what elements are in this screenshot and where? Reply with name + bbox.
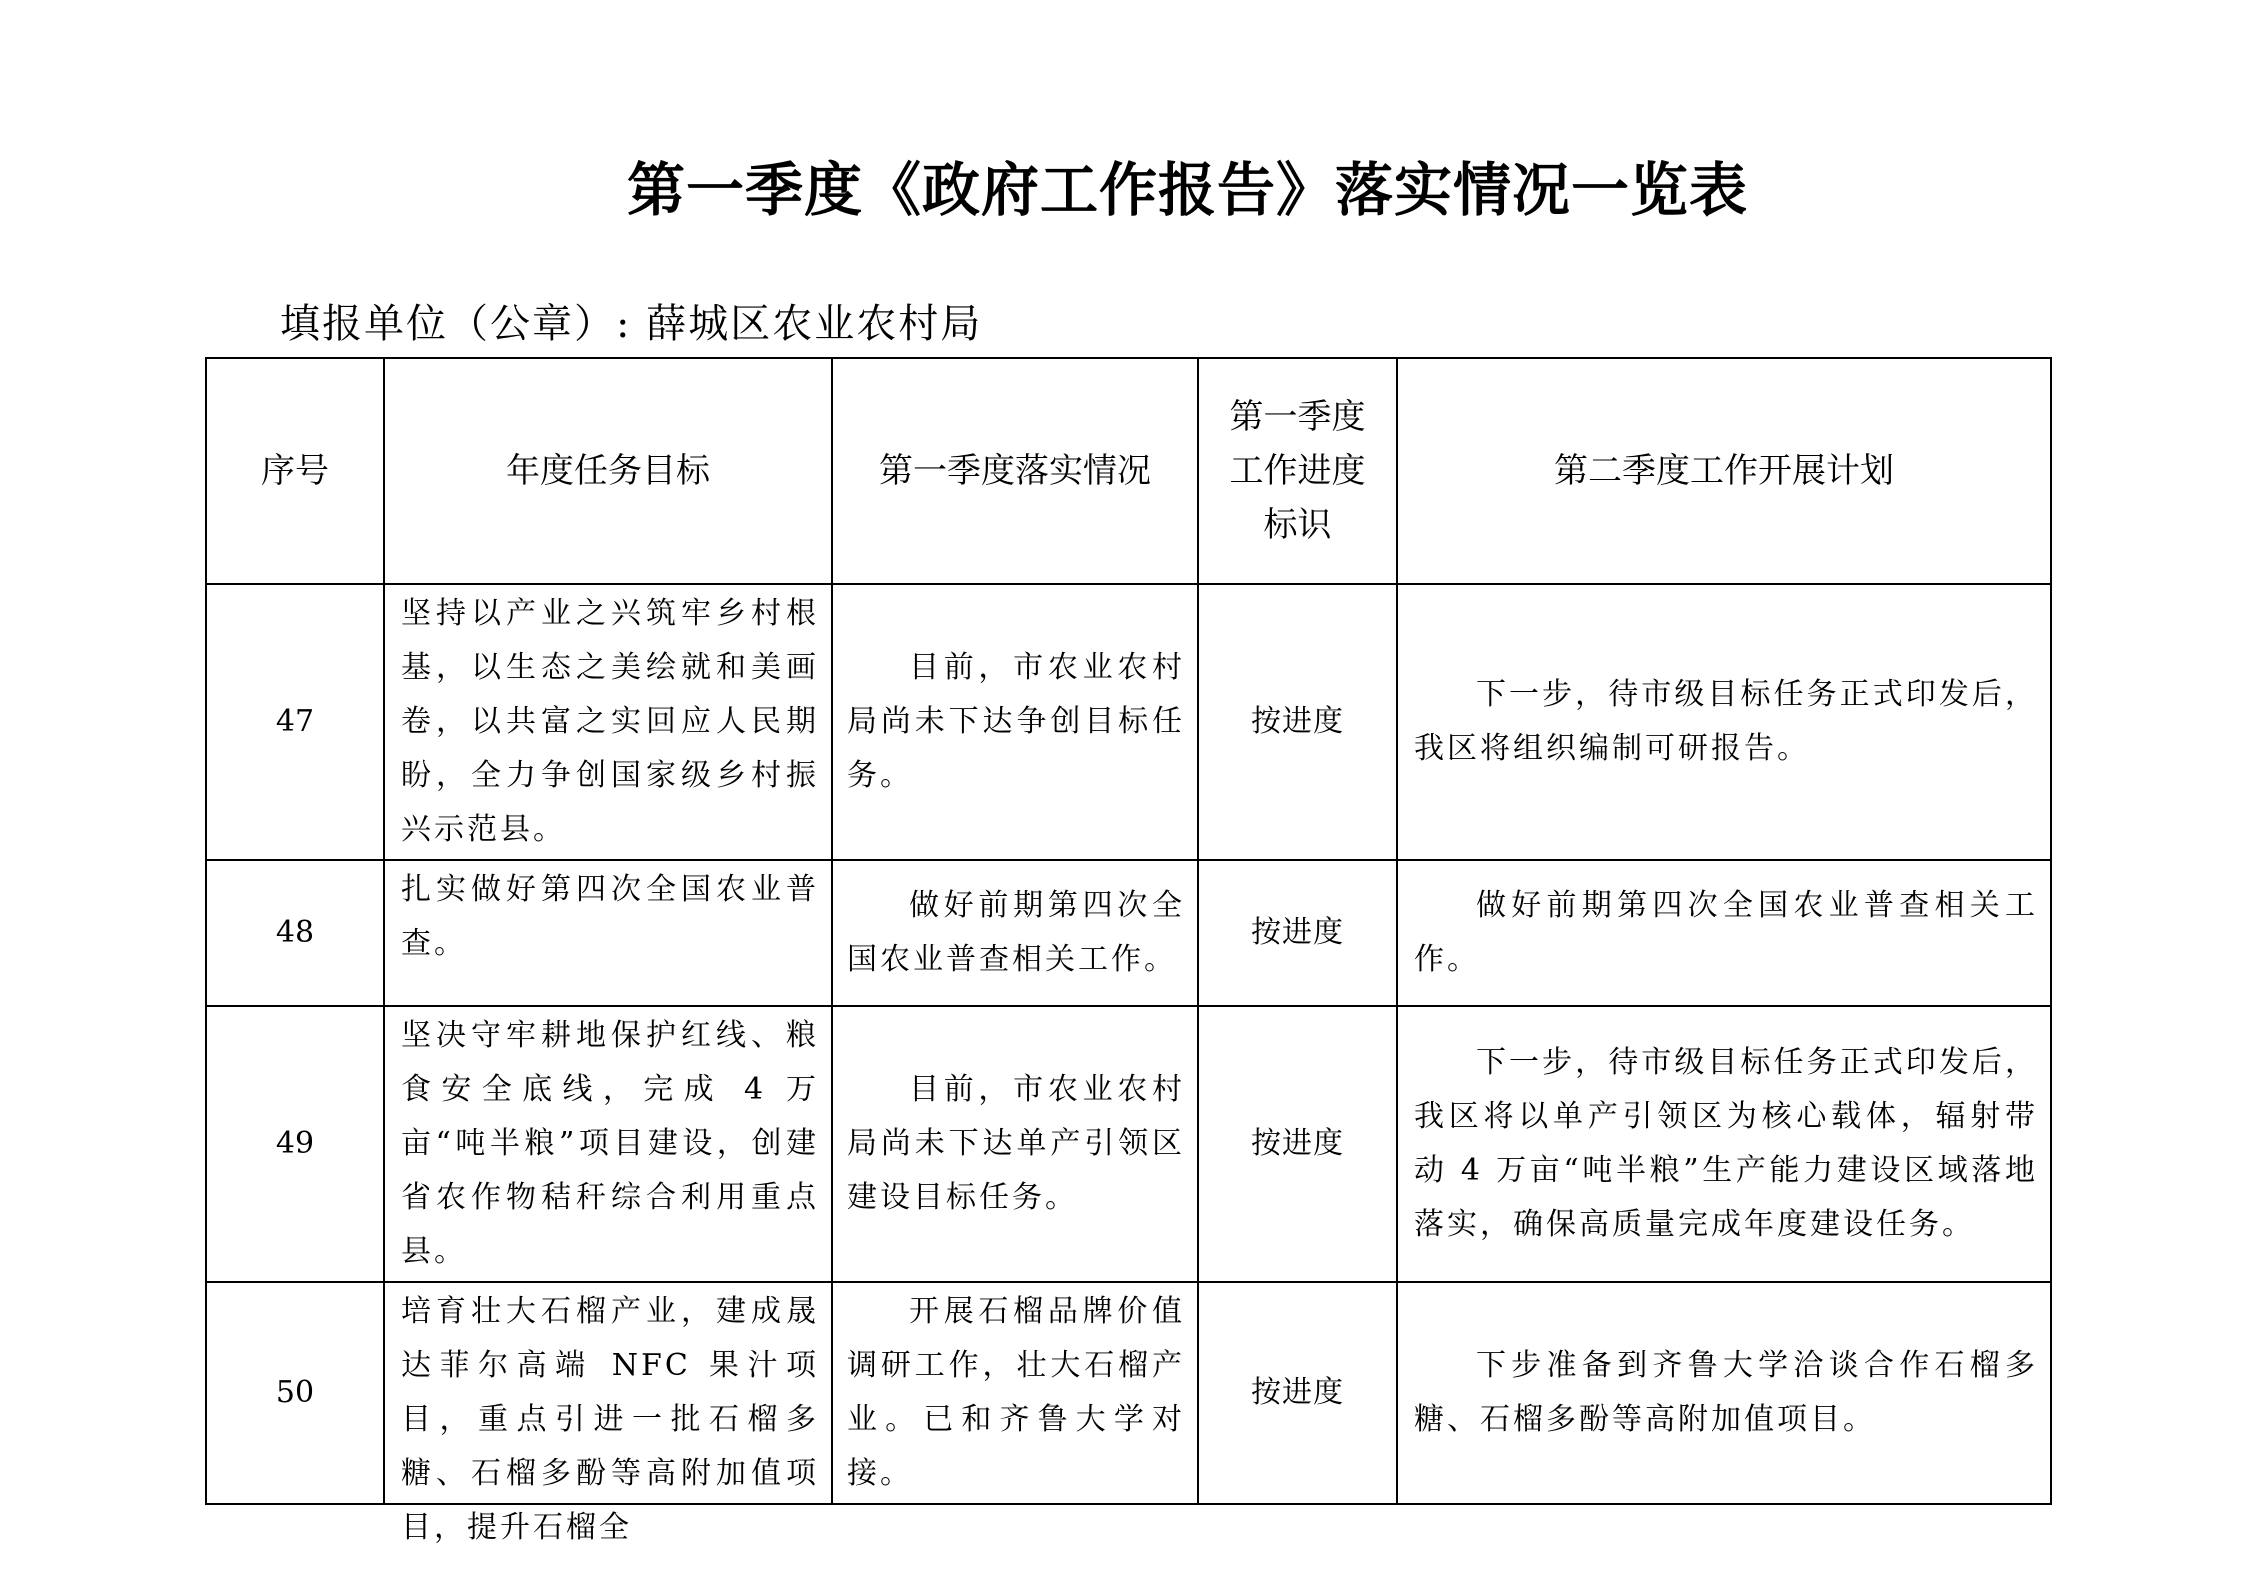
- row-q2-plan: 做好前期第四次全国农业普查相关工作。: [1397, 860, 2051, 1006]
- row-goal: [384, 1282, 832, 1545]
- row-goal: 坚持以产业之兴筑牢乡村根基，以生态之美绘就和美画卷，以共富之实回应人民期盼，全力争创国家级乡村振兴示范县。: [384, 584, 832, 860]
- header-q1-implementation: 第一季度落实情况: [832, 358, 1198, 584]
- reporting-unit: 填报单位（公章）: 薛城区农业农村局: [280, 301, 983, 347]
- table-row: [206, 584, 2051, 860]
- table-row: [206, 860, 2051, 1006]
- header-q2-plan: 第二季度工作开展计划: [1397, 358, 2051, 584]
- header-progress-line: 工作进度: [1229, 451, 1366, 491]
- page-title: 第一季度《政府工作报告》落实情况一览表: [626, 156, 1748, 224]
- row-progress: 按进度: [1198, 584, 1397, 860]
- row-q2-plan: 下一步，待市级目标任务正式印发后，我区将组织编制可研报告。: [1397, 584, 2051, 860]
- row-progress: 按进度: [1198, 860, 1397, 1006]
- row-seq: 49: [206, 1006, 384, 1282]
- table-row: [206, 1006, 2051, 1282]
- implementation-table: [205, 357, 2052, 1545]
- header-progress-line: 第一季度: [1229, 397, 1366, 437]
- row-q2-plan: 下步准备到齐鲁大学洽谈合作石榴多糖、石榴多酚等高附加值项目。: [1397, 1282, 2051, 1504]
- row-goal-text: 培育壮大石榴产业，建成晟达菲尔高端 NFC 果汁项目，重点引进一批石榴多糖、石榴多酚等高附加值项目，提升石榴全: [401, 1294, 819, 1545]
- row-progress: 按进度: [1198, 1282, 1397, 1504]
- row-seq: 47: [206, 584, 384, 860]
- table-header-row: [206, 358, 2051, 584]
- row-seq: 48: [206, 860, 384, 1006]
- header-seq: 序号: [206, 358, 384, 584]
- header-q1-progress: [1198, 358, 1397, 584]
- row-seq: 50: [206, 1282, 384, 1504]
- header-progress-line: 标识: [1263, 505, 1332, 545]
- table-row: [206, 1282, 2051, 1504]
- row-progress: 按进度: [1198, 1006, 1397, 1282]
- row-q1-implementation: 目前，市农业农村局尚未下达单产引领区建设目标任务。: [832, 1006, 1198, 1282]
- row-q2-plan: 下一步，待市级目标任务正式印发后，我区将以单产引领区为核心载体，辐射带动 4 万亩“吨半粮”生产能力建设区域落地落实，确保高质量完成年度建设任务。: [1397, 1006, 2051, 1282]
- row-goal: 坚决守牢耕地保护红线、粮食安全底线，完成 4 万亩“吨半粮”项目建设，创建省农作物秸秆综合利用重点县。: [384, 1006, 832, 1282]
- row-q1-implementation: 开展石榴品牌价值调研工作，壮大石榴产业。已和齐鲁大学对接。: [832, 1282, 1198, 1504]
- header-annual-goal: 年度任务目标: [384, 358, 832, 584]
- row-goal: 扎实做好第四次全国农业普查。: [384, 860, 832, 1006]
- row-q1-implementation: 做好前期第四次全国农业普查相关工作。: [832, 860, 1198, 1006]
- row-q1-implementation: 目前，市农业农村局尚未下达争创目标任务。: [832, 584, 1198, 860]
